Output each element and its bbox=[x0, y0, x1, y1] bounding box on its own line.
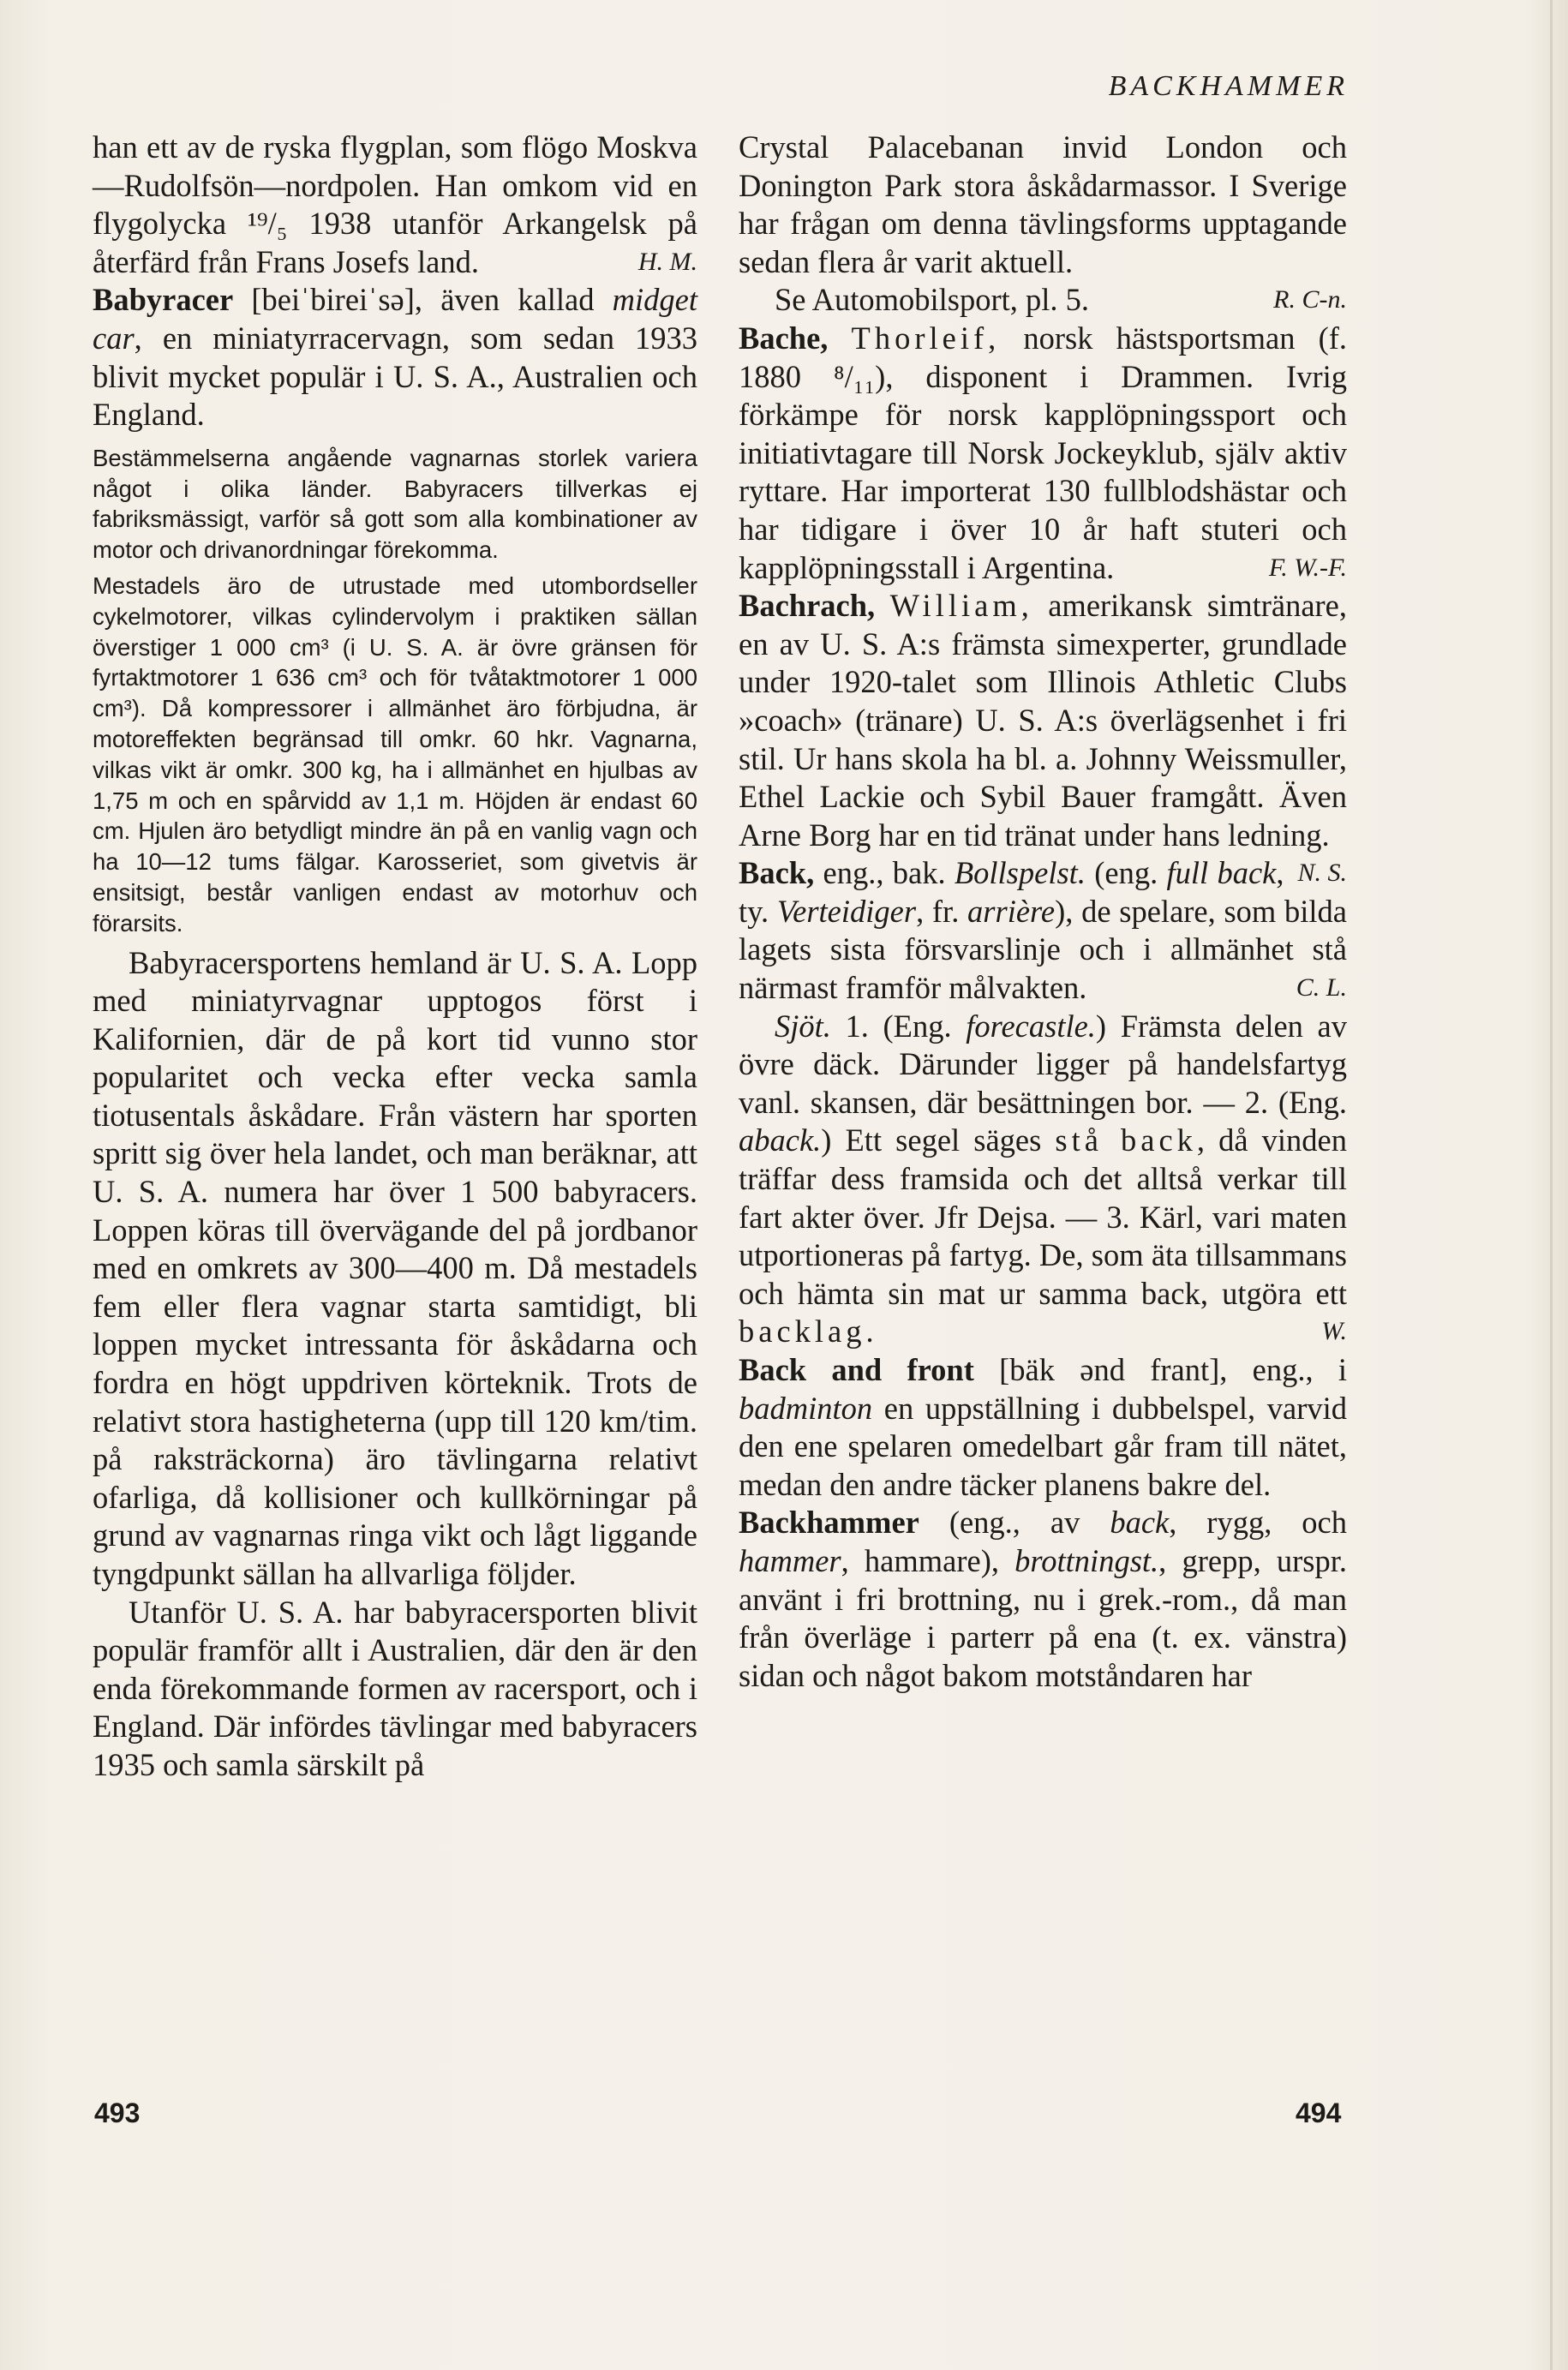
entry-text: , ty. bbox=[739, 855, 1284, 929]
paragraph bbox=[93, 129, 697, 281]
entry-back-nautical bbox=[739, 1008, 1347, 1351]
page-number-left: 493 bbox=[94, 2098, 141, 2128]
entry-text: , då vinden träffar dess framsida och det alltså verkar till fart akter över. Jfr Dejsa. — 3. Kärl, vari maten utportioneras på fartyg. De, som äta tillsammans och hämta sin mat ur samma back, utgöra ett bbox=[739, 1122, 1347, 1311]
entry-bache bbox=[739, 320, 1347, 587]
entry-headword: Babyracer bbox=[93, 282, 234, 318]
page-number-right: 494 bbox=[1296, 2098, 1342, 2128]
entry-text: amerikansk simtränare, en av U. S. A:s främsta simexperter, grundlade under 1920-talet som Illinois Athletic Clubs »coach» (tränare) U. S. A:s överlägsenhet i fri stil. Ur hans skola ha bl. a. Johnny Weissmuller, Ethel Lackie och Sybil Bauer framgått. Även Arne Borg har en tid tränat under hans ledning. bbox=[739, 588, 1348, 853]
author-signature: N. S. bbox=[1297, 859, 1347, 888]
paragraph: Utanför U. S. A. har babyracersporten blivit populär framför allt i Australien, där den är den enda förekommande formen av racersport, och i England. Där infördes tävlingar med babyracers 1935 och samla särskilt på bbox=[93, 1594, 697, 1782]
right-column bbox=[739, 129, 1347, 1695]
entry-headword: Back and front bbox=[739, 1352, 974, 1387]
entry-italic: Sjöt. bbox=[775, 1008, 831, 1044]
author-signature: H. M. bbox=[637, 247, 697, 276]
entry-text: ) Främsta delen av övre däck. Därunder ligger på handelsfartyg vanl. skansen, där besättningen bor. — 2. (Eng. bbox=[739, 1008, 1347, 1120]
entry-text: , grepp, urspr. använt i fri brottning, nu i grek.-rom., då man från överläge i parterr på ena (t. ex. vänstra) sidan och något bakom motståndaren har bbox=[739, 1542, 1347, 1693]
entry-italic: badminton bbox=[739, 1390, 873, 1426]
entry-text: (eng., av bbox=[919, 1505, 1110, 1541]
entry-text: , rygg, och bbox=[1169, 1505, 1347, 1541]
author-signature: W. bbox=[1321, 1317, 1347, 1346]
left-column bbox=[93, 129, 697, 1785]
entry-text: 1. (Eng. bbox=[830, 1008, 967, 1044]
entry-back-and-front bbox=[739, 1351, 1347, 1504]
entry-headword: Backhammer bbox=[739, 1505, 919, 1541]
small-print-paragraph: Mestadels äro de utrustade med utombordseller cykelmotorer, vilkas cylindervolym i praktiken sällan överstiger 1 000 cm³ (i U. S. A. är övre gränsen för fyrtaktmotorer 1 636 cm³ och för tvåtaktmotorer 1 000 cm³). Då kompressorer i allmänhet äro förbjudna, är motoreffekten begränsad till omkr. 60 hkr. Vagnarna, vilkas vikt är omkr. 300 kg, ha i allmänhet en hjulbas av 1,75 m och en spårvidd av 1,1 m. Höjden är endast 60 cm. Hjulen äro betydligt mindre än på en vanlig vagn och ha 10—12 tums fälgar. Karosseriet, som givetvis är ensitsigt, består vanligen endast av motorhuv och förarsits. bbox=[93, 572, 697, 937]
entry-text: ) Ett segel säges bbox=[821, 1122, 1056, 1158]
small-print-paragraph: Bestämmelserna angående vagnarnas storlek variera något i olika länder. Babyracers tillverkas ej fabriksmässigt, varför så gott som alla kombinationer av motor och drivanordningar förekomma. bbox=[93, 444, 697, 564]
entry-italic: back bbox=[1110, 1505, 1170, 1541]
entry-text: , en miniatyrracervagn, som sedan 1933 blivit mycket populär i U. S. A., Australien och England. bbox=[93, 320, 697, 433]
entry-babyracer bbox=[93, 281, 697, 434]
entry-italic: brottningst. bbox=[1014, 1542, 1159, 1578]
entry-text: [beiˈbireiˈsə], även kallad bbox=[233, 282, 613, 318]
page-edge bbox=[1550, 0, 1553, 2370]
entry-text: , hammare), bbox=[841, 1542, 1015, 1578]
entry-text: ), de spelare, som bilda lagets sista försvarslinje och i allmänhet stå närmast framför målvakten. bbox=[739, 893, 1348, 1006]
paragraph: Babyracersportens hemland är U. S. A. Lopp med miniatyrvagnar upptogos först i Kalifornien, där de på kort tid vunno stor popularitet och vecka efter vecka samla tiotusentals åskådare. Från västern har sporten spritt sig över hela landet, och man beräknar, att U. S. A. numera har över 1 500 babyracers. Loppen köras till övervägande del på jordbanor med en omkrets av 300—400 m. Då mestadels fem eller flera vagnar starta samtidigt, bli loppen mycket intressanta för åskådarna och fordra en högt uppdriven körteknik. Trots de relativt stora hastigheterna (upp till 120 km/tim. på raksträckorna) äro tävlingarna relativt ofarliga, då kollisioner och kullkörningar på grund av vagnarnas ringa vikt och lågt liggande tyngdpunkt sällan ha allvarliga följder. bbox=[93, 944, 697, 1591]
entry-italic: hammer bbox=[739, 1542, 841, 1578]
entry-text: en uppställning i dubbelspel, varvid den ene spelaren omedelbart går fram till nätet, medan den andre täcker planens bakre del. bbox=[739, 1390, 1347, 1502]
author-signature: R. C-n. bbox=[1273, 285, 1347, 314]
entry-text: (eng. bbox=[1085, 855, 1167, 891]
cross-reference: Se Automobilsport, pl. 5. bbox=[775, 282, 1090, 318]
entry-text: , fr. bbox=[916, 893, 968, 929]
entry-text: norsk hästsportsman (f. 1880 ⁸/₁₁), disponent i Drammen. Ivrig förkämpe för norsk kapplöpningssport och initiativtagare till Norsk Jockeyklub, själv aktiv ryttare. Har importerat 130 fullblodshästar och har tidigare i över 10 år haft stuteri och kapplöpningsstall i Argentina. bbox=[739, 320, 1348, 585]
entry-italic: Bollspelst. bbox=[954, 855, 1086, 891]
entry-headword: Bachrach, bbox=[739, 588, 876, 624]
person-name: William, bbox=[889, 588, 1033, 624]
entry-text: eng., bak. bbox=[814, 855, 955, 891]
entry-text: [bäk ənd frant], eng., i bbox=[973, 1352, 1347, 1387]
entry-headword: Back, bbox=[739, 855, 815, 891]
paragraph-text: han ett av de ryska flygplan, som flögo Moskva—Rudolfsön—nordpolen. Han omkom vid en flygolycka ¹⁹/₅ 1938 utanför Arkangelsk på återfärd från Frans Josefs land. bbox=[93, 129, 697, 279]
entry-headword: Bache, bbox=[739, 320, 829, 356]
entry-backhammer bbox=[739, 1504, 1347, 1695]
author-signature: C. L. bbox=[1296, 973, 1347, 1002]
entry-italic: full back bbox=[1166, 855, 1277, 891]
entry-italic: midget car bbox=[93, 282, 697, 356]
paragraph bbox=[739, 281, 1347, 320]
spaced-term: backlag. bbox=[739, 1314, 878, 1350]
entry-italic: arrière bbox=[967, 893, 1056, 929]
running-head: BACKHAMMER bbox=[1108, 70, 1349, 102]
paragraph: Crystal Palacebanan invid London och Donington Park stora åskådarmassor. I Sverige har frågan om denna tävlingsforms upptagande sedan flera år varit aktuell. bbox=[739, 129, 1347, 279]
entry-italic: forecastle. bbox=[966, 1008, 1096, 1044]
entry-italic: aback. bbox=[739, 1122, 822, 1158]
entry-back bbox=[739, 854, 1347, 1007]
author-signature: F. W.-F. bbox=[1268, 553, 1347, 582]
entry-italic: Verteidiger bbox=[776, 893, 917, 929]
person-name: Thorleif, bbox=[851, 320, 1001, 356]
spaced-term: stå back bbox=[1055, 1122, 1197, 1158]
